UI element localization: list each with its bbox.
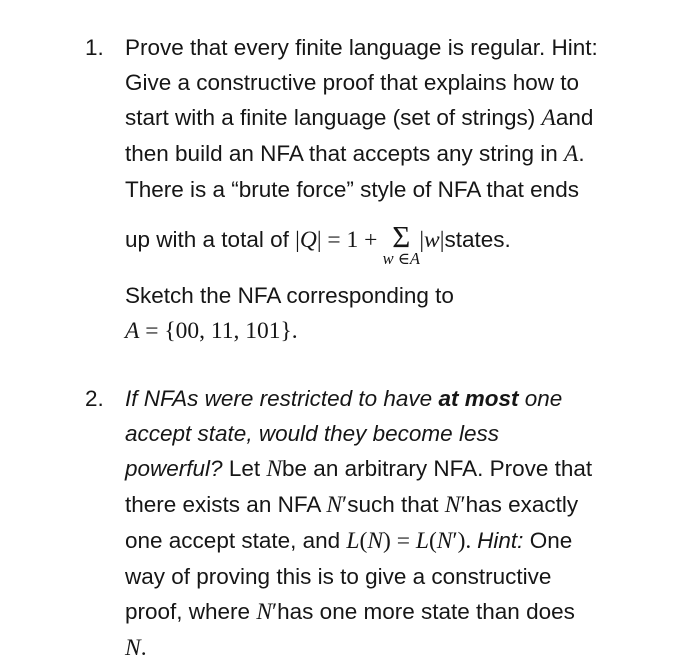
text-segment: there exists an NFA [125,492,327,517]
text-segment: such that [347,492,445,517]
text-segment: ∈ [393,249,410,268]
text-segment: at most [438,386,519,411]
text-segment: ′ [460,492,466,518]
text-segment: ′ [272,599,278,625]
text-segment: up with a total of [125,227,296,252]
text-line [125,487,700,523]
text-segment: . [578,141,585,166]
text-segment: | = 1 + [316,227,384,253]
text-segment: N [266,456,283,482]
text-segment: . [140,635,147,661]
text-segment: one [518,386,563,411]
problem-item-2 [0,381,700,666]
text-line [125,136,700,172]
text-segment: way of proving this is to give a constructive [125,564,552,589]
sigma-symbol: Σ [392,219,411,254]
text-segment: Let [222,456,267,481]
problem-number: 2. [85,386,104,411]
text-line [125,65,700,100]
text-segment: has one more state than does [277,599,575,624]
text-segment: Prove that every finite language is regular. Hint: [125,35,598,60]
text-segment: A [409,249,421,268]
text-segment: | [419,227,425,253]
text-segment: Hint: [477,528,524,553]
text-segment: There is a “brute force” style of NFA that ends [125,177,579,202]
text-segment: N [326,492,343,518]
sigma-subscript [383,248,420,268]
text-segment: Give a constructive proof that explains how to [125,70,579,95]
text-segment: A [564,141,579,167]
text-segment: has exactly [465,492,579,517]
text-line [125,594,700,630]
text-segment: ( [428,528,437,554]
text-segment: then build an NFA that accepts any string in [125,141,565,166]
text-segment: N [444,492,461,518]
text-segment: L [346,528,360,554]
text-segment: ( [359,528,368,554]
text-segment: N [367,528,384,554]
text-segment: N [436,528,453,554]
text-segment: N [125,635,141,661]
text-line [125,30,700,65]
text-segment: proof, where [125,599,257,624]
text-segment: ′). [452,528,478,554]
problem-content [125,381,700,666]
text-line [125,100,700,136]
text-segment: A [541,105,556,131]
text-segment: = {00, 11, 101}. [139,318,298,344]
text-line [125,523,700,559]
text-segment: ′ [342,492,348,518]
problem-item-1 [0,30,700,349]
text-segment: Q [299,227,317,253]
text-line [125,630,700,666]
text-segment: L [415,528,429,554]
text-line [125,451,700,487]
text-segment: | [295,227,300,253]
text-segment: ) = [383,528,416,554]
formula-line [125,219,700,268]
text-segment: Sketch the NFA corresponding to [125,283,454,308]
text-segment: w [424,227,440,253]
text-segment: w [382,249,394,268]
text-segment: start with a finite language (set of strings) [125,105,542,130]
text-segment: | [439,227,445,253]
problem-number: 1. [85,35,104,60]
text-segment: If NFAs were restricted to have [125,386,439,411]
text-segment: and [555,105,594,130]
text-line [125,559,700,594]
text-line [125,172,700,207]
text-segment: be an arbitrary NFA. Prove that [282,456,593,481]
text-segment: One [523,528,573,553]
text-segment: states. [444,227,511,252]
text-line [125,416,700,451]
problem-content [125,30,700,349]
summation [382,219,421,268]
text-segment: N [256,599,273,625]
text-line [125,278,700,313]
text-line [125,381,700,416]
text-segment: A [125,318,140,344]
text-segment: accept state, would they become less [125,421,499,446]
text-line [125,313,700,349]
text-segment: powerful? [125,456,223,481]
text-segment: one accept state, and [125,528,347,553]
